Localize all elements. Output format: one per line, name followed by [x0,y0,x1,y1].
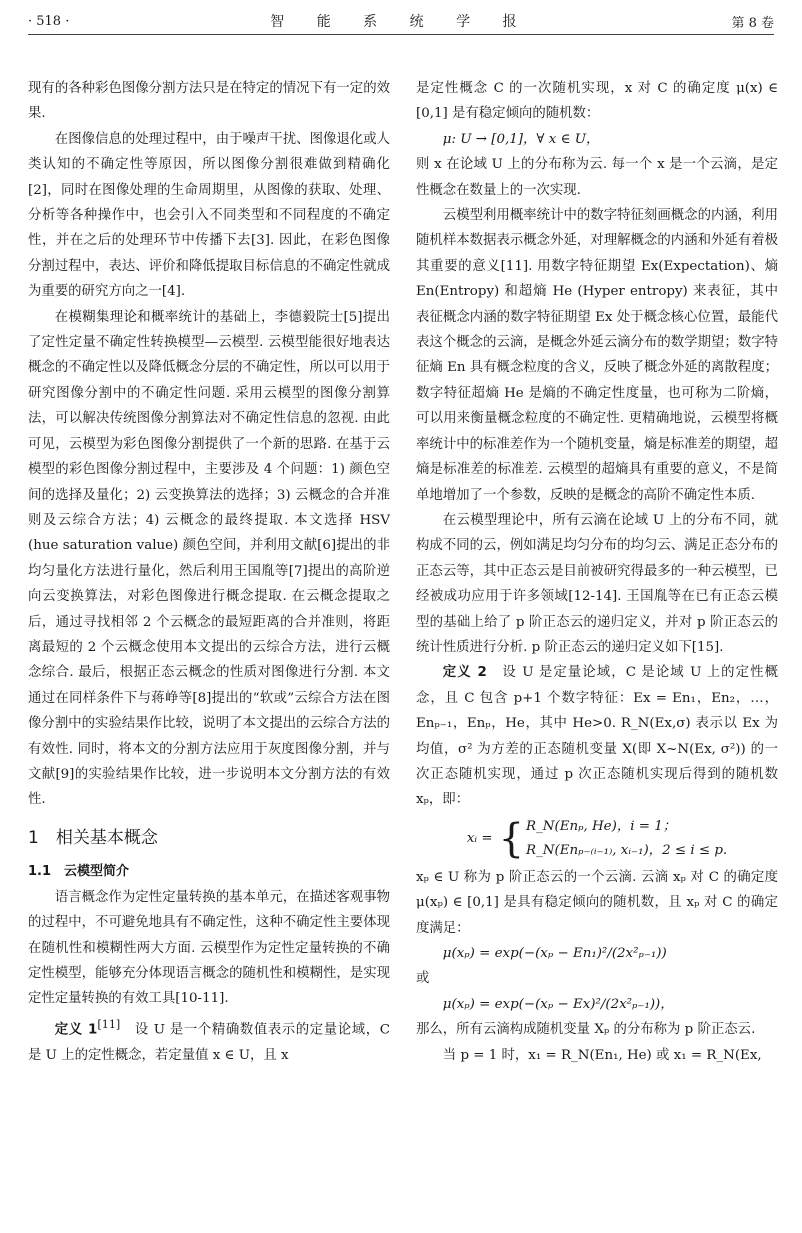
paragraph: 云模型利用概率统计中的数字特征刻画概念的内涵，利用随机样本数据表示概念外延，对理解概念的内涵和外延有着极其重要的意义[11]. 用数字特征期望 Ex(Expectation)、熵 En(Entropy) 和超熵 He (Hyper entropy) 来表征，其中表征概念内涵的数字特征期望 Ex 处于概念核心位置，最能代表这个概念的云滴，是概念外延云滴分布的数学期望；数字特征熵 En 具有概念粒度的含义，反映了概念外延的离散程度；数字特征超熵 He 是熵的不确定性度量，也可称为二阶熵，可以用来衡量概念粒度的不确定性. 更精确地说，云模型将概率统计中的标准差作为一个随机变量，熵是标准差的期望，超熵是标准差的标准差. 云模型的超熵具有重要的意义，不是简单地增加了一个参数，反映的是概念的高阶不确定性本质. [416,208,778,503]
section-heading: 1 相关基本概念 [28,827,158,848]
paragraph: xₚ ∈ U 称为 p 阶正态云的一个云滴. 云滴 xₚ 对 C 的确定度 μ(xₚ) ∈ [0,1] 是具有稳定倾向的随机数，且 xₚ 对 C 的确定度满足： [416,869,778,936]
definition-text: 设 U 是一个精确数值表示的定量论域，C 是 U 上的定性概念，若定量值 x ∈ U，且 x [28,1022,391,1063]
journal-title: 智 能 系 统 学 报 [270,14,531,30]
paragraph: 或 [416,971,430,987]
formula-case: R_N(Enₚ, He)，i = 1； [526,818,677,834]
paragraph: 在模糊集理论和概率统计的基础上，李德毅院士[5]提出了定性定量不确定性转换模型—云模型. 云模型能很好地表达概念的不确定性以及降低概念分层的不确定性，所以可以用于研究图像分割中的不确定性问题. 采用云模型的图像分割算法，可以解决传统图像分割算法对不确定性信息的忽视. 由此可见，云模型为彩色图像分割提供了一个新的思路. 在基于云模型的彩色图像分割过程中，主要涉及 4 个问题：1) 颜色空间的选择及量化；2) 云变换算法的选择；3) 云概念的合并准则及云综合方法；4) 云概念的最终提取. 本文选择 HSV (hue saturation value) 颜色空间，并利用文献[6]提出的非均匀量化方法进行量化，然后利用王国胤等[7]提出的高阶逆向云变换算法，对彩色图像进行概念提取. 在云概念提取之后，通过寻找相邻 2 个云概念的最短距离的合并准则，将距离最短的 2 个云概念使用本文提出的云综合方法，进行云概念综合. 最后，根据正态云概念的性质对图像进行分割. 本文通过在同样条件下与蒋峥等[8]提出的“软或”云综合方法在图像分割中的实验结果作比较，说明了本文提出的云综合方法的有效性. 同时，将本文的分割方法应用于灰度图像分割，并与文献[9]的实验结果作比较，进一步说明本文分割方法的有效性. [28,309,390,808]
paragraph: 在云模型理论中，所有云滴在论域 U 上的分布不同，就构成不同的云，例如满足均匀分布的均匀云、满足正态分布的正态云等，其中正态云是目前被研究得最多的一种云模型，已经被成功应用于许多领域[12-14]. 王国胤等在已有正态云模型的基础上给了 p 阶正态云的递归定义，并对 p 阶正态云的统计性质进行分析. p 阶正态云的递归定义如下[15]. [416,512,778,655]
paragraph: 在图像信息的处理过程中，由于噪声干扰、图像退化或人类认知的不确定性等原因，所以图像分割很难做到精确化[2]，同时在图像处理的生命周期里，从图像的获取、处理、分析等各种操作中，也会引入不同类型和不同程度的不确定性，并在之后的处理环节中传播下去[3]. 因此，在彩色图像分割过程中，表达、评价和降低提取目标信息的不确定性就成为重要的研究方向之一[4]. [28,131,390,300]
paragraph: 现有的各种彩色图像分割方法只是在特定的情况下有一定的效果. [28,81,390,122]
left-column [28,76,390,1068]
definition-label: 定义 1 [54,1022,98,1038]
definition-label: 定义 2 [442,665,487,681]
formula-cases [526,815,727,863]
formula: μ: U → [0,1]，∀ x ∈ U， [442,131,600,147]
brace-symbol: { [498,815,525,862]
formula-case: R_N(Enₚ₋₍ᵢ₋₁₎, xᵢ₋₁)，2 ≤ i ≤ p. [526,842,728,858]
paragraph: 则 x 在论域 U 上的分布称为云. 每一个 x 是一个云滴，是定性概念在数量上的一次实现. [416,157,778,198]
page-number: · 518 · [28,13,70,29]
citation: [11] [97,1017,121,1031]
paragraph: 语言概念作为定性定量转换的基本单元，在描述客观事物的过程中，不可避免地具有不确定性，这种不确定性主要体现在随机性和模糊性两大方面. 云模型作为定性定量转换的不确定性模型，能够充分体现语言概念的随机性和模糊性，是实现定性定量转换的有效工具[10-11]. [28,889,390,1007]
definition [28,1012,390,1068]
definition [416,660,778,812]
formula: μ(xₚ) = exp(−(xₚ − Ex)²/(2x²ₚ₋₁))， [442,996,674,1012]
running-header [28,8,774,35]
volume-label: 第 8 卷 [731,15,774,31]
paragraph: 是定性概念 C 的一次随机实现，x 对 C 的确定度 μ(x) ∈ [0,1] 是有稳定倾向的随机数： [416,81,778,122]
piecewise-formula [416,815,778,863]
paragraph: 那么，所有云滴构成随机变量 Xₚ 的分布称为 p 阶正态云. [416,1022,756,1038]
paragraph: 当 p = 1 时，x₁ = R_N(En₁, He) 或 x₁ = R_N(Ex, [442,1047,762,1063]
subsection-heading: 1.1 云模型简介 [28,863,130,879]
formula: μ(xₚ) = exp(−(xₚ − En₁)²/(2x²ₚ₋₁)) [442,946,667,961]
formula-lhs: xᵢ = [466,831,493,847]
definition-text: 设 U 是定量论域，C 是论域 U 上的定性概念，且 C 包含 p+1 个数字特征：Ex = En₁，En₂，…，Enₚ₋₁，Enₚ，He，其中 He>0. R_N(Ex,σ) 表示以 Ex 为均值，σ² 为方差的正态随机变量 X(即 X~N(Ex, σ²)) 的一次正态随机实现，通过 p 次正态随机实现后得到的随机数 xₚ，即： [416,665,778,808]
right-column [416,76,778,1068]
